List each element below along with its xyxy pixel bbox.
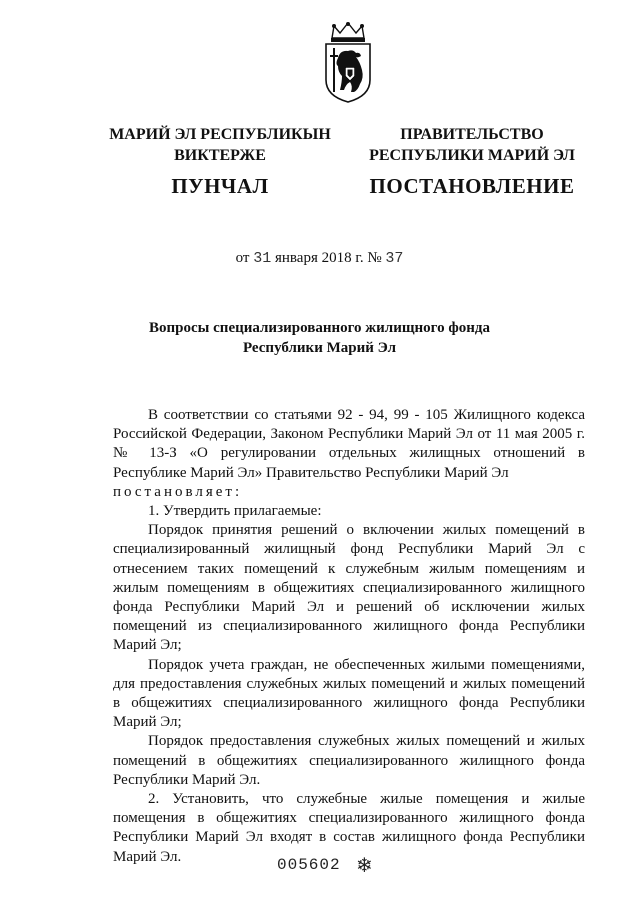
snowflake-icon: ❄ (356, 855, 373, 877)
header-left-line2: ВИКТЕРЖЕ (174, 147, 266, 164)
date-prefix: от (235, 250, 250, 266)
paragraph-procedure-provision: Порядок предоставления служебных жилых помещений и жилых помещений в общежитиях специализированного жилищного фонда Республики Марий Эл. (113, 733, 585, 788)
header-right-line2: РЕСПУБЛИКИ МАРИЙ ЭЛ (369, 147, 575, 164)
paragraph-preamble: В соответствии со статьями 92 - 94, 99 - 105 Жилищного кодекса Российской Федерации, Законом Республики Марий Эл от 11 мая 2005 г. № 13-З «О регулировании отдельных жилищных отношений в Республике Марий Эл» Правительство Республики Марий Эл (113, 407, 585, 481)
header-right-russian (342, 124, 602, 197)
paragraph-item-1: 1. Утвердить прилагаемые: (148, 503, 322, 520)
coat-of-arms-icon (320, 22, 376, 104)
date-month-year: января 2018 г. № (274, 250, 382, 266)
header-left-doctype: ПУНЧАЛ (171, 174, 269, 198)
date-day: 31 (253, 250, 272, 267)
paragraph-item-2: 2. Установить, что служебные жилые помещения и жилые помещения в общежитиях специализированного жилищного фонда Республики Марий Эл входят в состав жилищного фонда Республики Марий Эл. (113, 791, 585, 865)
title-line2: Республики Марий Эл (242, 340, 397, 356)
paragraph-procedure-registration: Порядок учета граждан, не обеспеченных жилыми помещениями, для предоставления служебных жилых помещений и жилых помещений в общежитиях специализированного жилищного фонда Республики Марий Эл; (113, 656, 585, 731)
form-serial-number: 005602 (277, 856, 341, 874)
title-line1: Вопросы специализированного жилищного фонда (149, 320, 490, 336)
document-body (113, 406, 585, 867)
paragraph-resolves: постановляет: (113, 483, 243, 500)
header-right-doctype: ПОСТАНОВЛЕНИЕ (369, 174, 575, 198)
document-date-line (0, 250, 639, 267)
document-title (0, 318, 639, 358)
document-number: 37 (385, 250, 404, 267)
header-right-line1: ПРАВИТЕЛЬСТВО (400, 126, 544, 143)
header-left-mari (90, 124, 350, 197)
header-left-line1: МАРИЙ ЭЛ РЕСПУБЛИКЫН (109, 126, 331, 143)
paragraph-procedure-inclusion: Порядок принятия решений о включении жилых помещений в специализированный жилищный фонд Республики Марий Эл с отнесением таких помещений к служебным жилым помещениям и жилым помещениям в общежитиях специализированного жилищного фонда Республики Марий Эл и решений об исключении жилых помещений из специализированного жилищного фонда Республики Марий Эл; (113, 522, 585, 654)
